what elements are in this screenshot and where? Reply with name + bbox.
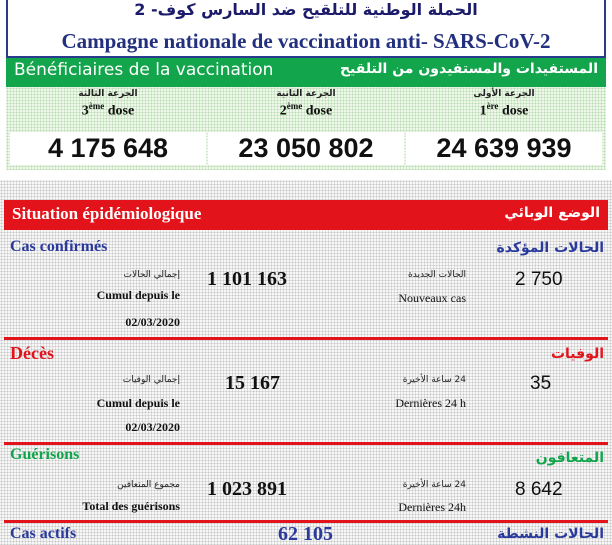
recoveries-new-label-ar: 24 ساعة الأخيرة bbox=[402, 480, 466, 490]
recoveries-total-label-fr: Total des guérisons bbox=[82, 499, 180, 513]
confirmed-total-value: 1 101 163 bbox=[207, 268, 287, 290]
deaths-total-value: 15 167 bbox=[225, 372, 280, 394]
dose-2-label: 2ème dose bbox=[279, 101, 333, 119]
recoveries-title-fr: Guérisons bbox=[10, 446, 80, 463]
confirmed-new-label-fr: Nouveaux cas bbox=[398, 291, 466, 305]
deaths-new-value: 35 bbox=[530, 373, 552, 394]
campaign-title-fr: Campagne nationale de vaccination anti- SARS-CoV-2 bbox=[61, 29, 551, 53]
confirmed-new-value: 2 750 bbox=[515, 269, 563, 290]
dose-2-label-ar: الجرعة الثانية bbox=[276, 89, 336, 99]
beneficiaries-label-fr: Bénéficiaires de la vaccination bbox=[14, 60, 274, 80]
beneficiaries-label-ar: المستفيدات والمستفيدون من التلقيح bbox=[339, 61, 598, 77]
active-title-ar: الحالات النشطة bbox=[497, 526, 604, 542]
beneficiaries-bar bbox=[6, 58, 606, 87]
recoveries-total-label-ar: مجموع المتعافين bbox=[117, 480, 180, 490]
deaths-total-label-ar: إجمالي الوفيات bbox=[122, 375, 180, 385]
dose-1-value: 24 639 939 bbox=[406, 132, 602, 165]
situation-label-fr: Situation épidémiologique bbox=[12, 204, 202, 223]
confirmed-total-date: 02/03/2020 bbox=[125, 315, 180, 329]
deaths-new-label-fr: Dernières 24 h bbox=[395, 396, 466, 410]
dose-1-label-ar: الجرعة الأولى bbox=[473, 89, 535, 99]
confirmed-total-label-fr: Cumul depuis le bbox=[96, 288, 180, 302]
recoveries-title-ar: المتعافون bbox=[535, 450, 604, 466]
confirmed-total-label-ar: إجمالي الحالات bbox=[123, 270, 180, 280]
confirmed-new-label-ar: الحالات الجديدة bbox=[408, 270, 466, 280]
dose-1-label: 1ère dose bbox=[479, 101, 529, 119]
dose-2-value: 23 050 802 bbox=[208, 132, 404, 165]
deaths-total-date: 02/03/2020 bbox=[125, 420, 180, 434]
campaign-header bbox=[6, 0, 606, 58]
active-value: 62 105 bbox=[278, 523, 333, 545]
doses-panel bbox=[6, 87, 606, 170]
divider-confirmed bbox=[4, 337, 608, 340]
dose-2-header bbox=[208, 89, 404, 120]
dose-3-header bbox=[10, 89, 206, 120]
deaths-title-ar: الوفيات bbox=[550, 346, 604, 362]
dose-3-label-ar: الجرعة الثالثة bbox=[78, 89, 138, 99]
deaths-total-label-fr: Cumul depuis le bbox=[96, 396, 180, 410]
recoveries-total-value: 1 023 891 bbox=[207, 478, 287, 500]
confirmed-title-fr: Cas confirmés bbox=[10, 238, 108, 255]
dose-1-header bbox=[406, 89, 602, 120]
deaths-title-fr: Décès bbox=[10, 343, 54, 363]
dose-3-label: 3ème dose bbox=[81, 101, 135, 119]
situation-label-ar: الوضع الوبائي bbox=[504, 205, 600, 221]
dose-3-value: 4 175 648 bbox=[10, 132, 206, 165]
active-title-fr: Cas actifs bbox=[10, 525, 77, 542]
recoveries-new-label-fr: Dernières 24h bbox=[398, 500, 466, 514]
campaign-title-ar: الحملة الوطنية للتلقيح ضد السارس كوف- 2 bbox=[134, 0, 478, 19]
divider-deaths bbox=[4, 442, 608, 445]
deaths-new-label-ar: 24 ساعة الأخيرة bbox=[402, 375, 466, 385]
confirmed-title-ar: الحالات المؤكدة bbox=[496, 240, 604, 256]
recoveries-new-value: 8 642 bbox=[515, 479, 563, 500]
situation-bar bbox=[4, 200, 608, 230]
